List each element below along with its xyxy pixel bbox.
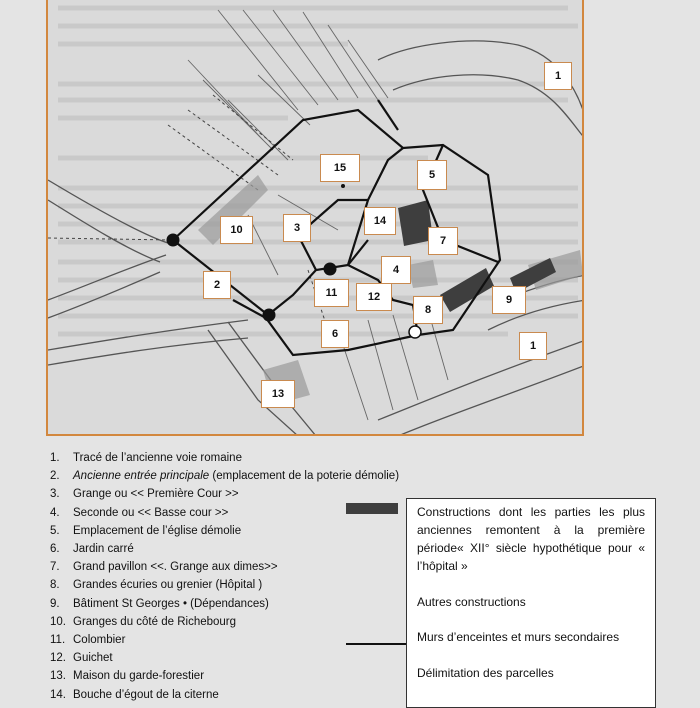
map-label-13: 13: [261, 380, 295, 408]
map-drawing: [48, 0, 584, 436]
site-plan-map: [46, 0, 584, 436]
map-label-4: 4: [381, 256, 411, 284]
key-other-text: Autres constructions: [417, 595, 526, 609]
legend-item-text: Jardin carré: [73, 543, 134, 556]
legend-item-number: 12.: [50, 652, 66, 665]
legend-item-text: Colombier: [73, 634, 126, 647]
legend-item-number: 3.: [50, 488, 60, 501]
legend-item-text: Seconde ou << Basse cour >>: [73, 506, 229, 519]
map-label-15: 15: [320, 154, 360, 182]
legend-item-text: Guichet: [73, 652, 113, 665]
key-dark-text: Constructions dont les parties les plus anciennes remontent à la première période« XII° siècle hypothétique pour « l’hôpital »: [417, 505, 645, 573]
legend-item-text: Tracé de l’ancienne voie romaine: [73, 452, 242, 464]
map-label-7: 7: [428, 227, 458, 255]
legend-item-number: 7.: [50, 561, 60, 574]
legend-item-number: 8.: [50, 579, 60, 592]
legend-item-text: Emplacement de l’église démolie: [73, 524, 242, 537]
map-label-12: 12: [356, 283, 392, 311]
legend-item: [50, 686, 399, 704]
guichet-tower: [409, 326, 421, 338]
map-label-2: 2: [203, 271, 231, 299]
legend-list: [50, 449, 399, 704]
legend-item: [50, 631, 399, 649]
key-parcels-text: Délimitation des parcelles: [417, 666, 554, 680]
legend-item: [50, 576, 399, 594]
key-swatch-walls: [346, 643, 406, 645]
legend-item-number: 6.: [50, 543, 60, 556]
key-walls-text: Murs d’enceintes et murs secondaires: [417, 630, 620, 644]
legend-item-text: (emplacement de la poterie démolie): [209, 470, 400, 483]
legend-item: [50, 558, 399, 576]
map-label-5: 5: [417, 160, 447, 190]
legend-item: [50, 540, 399, 558]
legend-item-number: 11.: [50, 634, 66, 647]
map-label-11: 11: [314, 279, 349, 307]
map-label-6: 6: [321, 320, 349, 348]
legend-item-text: Granges du côté de Richebourg: [73, 615, 237, 628]
legend-item-text: Bâtiment St Georges • (Dépendances): [73, 597, 269, 610]
dovecote-dot: [341, 184, 345, 188]
legend-item: [50, 613, 399, 631]
map-label-8: 8: [413, 296, 443, 324]
legend-item: [50, 522, 399, 540]
legend-item: [50, 667, 399, 685]
legend-item: [50, 449, 399, 467]
legend-item-number: 10.: [50, 615, 66, 628]
legend-item: [50, 485, 399, 503]
map-key-box: [406, 498, 656, 708]
legend-item: [50, 595, 399, 613]
legend-item-number: 2.: [50, 470, 60, 483]
dashed-lines: [48, 95, 328, 330]
map-label-14: 14: [364, 207, 396, 235]
map-label-1-upper: 1: [544, 62, 572, 90]
legend-item-italic: Ancienne entrée principale: [73, 470, 210, 483]
legend-item-number: 1.: [50, 452, 60, 464]
legend-item-number: 5.: [50, 524, 60, 537]
legend-item-number: 13.: [50, 670, 66, 683]
key-swatch-oldest-constructions: [346, 503, 398, 514]
legend-item-number: 4.: [50, 506, 60, 519]
legend-item-number: 9.: [50, 597, 60, 610]
legend-item-text: Bouche d’égout de la citerne: [73, 688, 219, 701]
legend-item: [50, 649, 399, 667]
legend-item-text: Grange ou << Première Cour >>: [73, 488, 239, 501]
map-label-10: 10: [220, 216, 253, 244]
map-label-9: 9: [492, 286, 526, 314]
map-label-1-lower: 1: [519, 332, 547, 360]
legend-item-number: 14.: [50, 688, 66, 701]
legend-item-text: Maison du garde-forestier: [73, 670, 205, 683]
legend-item-text: Grand pavillon <<. Grange aux dimes>>: [73, 561, 278, 574]
legend-item-text: Grandes écuries ou grenier (Hôpital ): [73, 579, 263, 592]
legend-item: [50, 467, 399, 485]
map-label-3: 3: [283, 214, 311, 242]
